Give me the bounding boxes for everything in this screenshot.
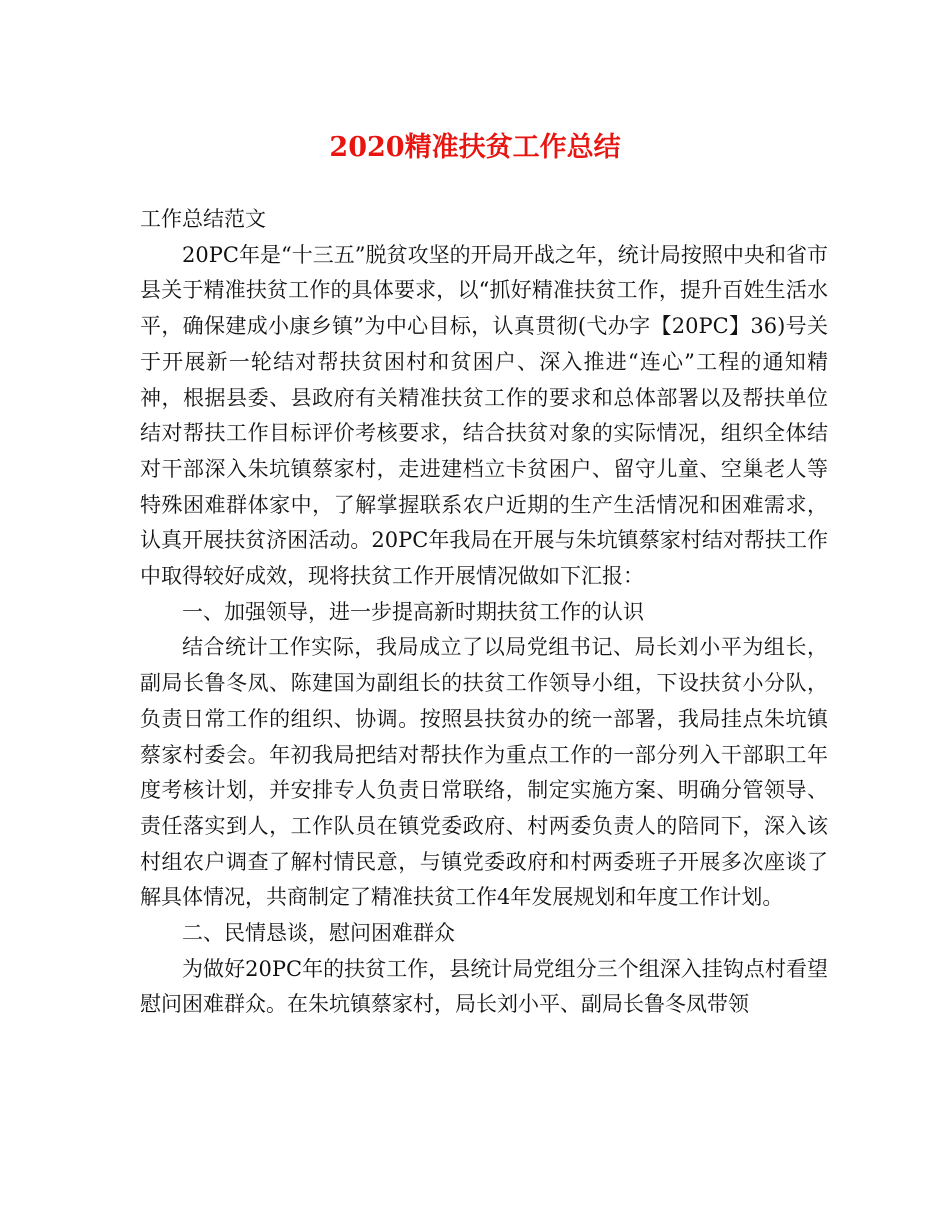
- paragraph-intro: 20PC年是“十三五”脱贫攻坚的开局开战之年，统计局按照中央和省市县关于精准扶贫工作的具体要求，以“抓好精准扶贫工作，提升百姓生活水平，确保建成小康乡镇”为中心目标，认真贯彻(弋办字【20PC】36)号关于开展新一轮结对帮扶贫困村和贫困户、深入推进“连心”工程的通知精神，根据县委、县政府有关精准扶贫工作的要求和总体部署以及帮扶单位结对帮扶工作目标评价考核要求，结合扶贫对象的实际情况，组织全体结对干部深入朱坑镇蔡家村，走进建档立卡贫困户、留守儿童、空巢老人等特殊困难群体家中，了解掌握联系农户近期的生产生活情况和困难需求，认真开展扶贫济困活动。20PC年我局在开展与朱坑镇蔡家村结对帮扶工作中取得较好成效，现将扶贫工作开展情况做如下汇报：: [140, 242, 828, 589]
- paragraph-section-1: 结合统计工作实际，我局成立了以局党组书记、局长刘小平为组长，副局长鲁冬凤、陈建国为副组长的扶贫工作领导小组，下设扶贫小分队，负责日常工作的组织、协调。按照县扶贫办的统一部署，我局挂点朱坑镇蔡家村委会。年初我局把结对帮扶作为重点工作的一部分列入干部职工年度考核计划，并安排专人负责日常联络，制定实施方案、明确分管领导、责任落实到人，工作队员在镇党委政府、村两委负责人的陪同下，深入该村组农户调查了解村情民意，与镇党委政府和村两委班子开展多次座谈了解具体情况，共商制定了精准扶贫工作4年发展规划和年度工作计划。: [140, 635, 828, 910]
- paragraph-section-2: 为做好20PC年的扶贫工作，县统计局党组分三个组深入挂钩点村看望慰问困难群众。在朱坑镇蔡家村，局长刘小平、副局长鲁冬凤带领: [140, 956, 828, 1017]
- document-subtitle: 工作总结范文: [140, 207, 266, 231]
- document-body: [140, 202, 828, 1023]
- section-heading-1: 一、加强领导，进一步提高新时期扶贫工作的认识: [182, 599, 644, 624]
- section-heading-2: 二、民情恳谈，慰问困难群众: [182, 921, 455, 946]
- document-title: 2020精准扶贫工作总结: [329, 132, 621, 163]
